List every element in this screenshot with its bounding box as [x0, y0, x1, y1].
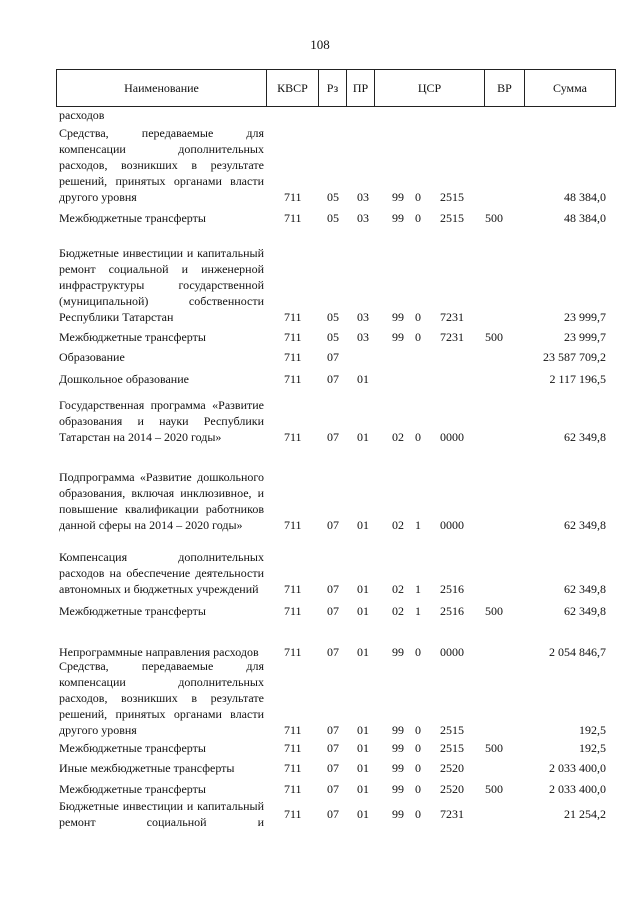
page-number: 108: [310, 37, 330, 52]
row-rz: 07: [327, 782, 339, 796]
row-name: Бюджетные инвестиции и капитальный ремонт социальной и: [59, 799, 264, 829]
row-c3: 2515: [440, 741, 464, 755]
row-kvsr: 711: [284, 582, 302, 596]
row-c3: 2516: [440, 604, 464, 618]
table-row: [56, 229, 616, 325]
row-c1: 02: [392, 604, 404, 618]
row-rz: 07: [327, 723, 339, 737]
row-c2: 0: [415, 330, 421, 344]
row-pr: 03: [357, 330, 369, 344]
row-pr: 03: [357, 211, 369, 225]
row-c1: 99: [392, 645, 404, 659]
row-name: Иные межбюджетные трансферты: [59, 761, 235, 775]
row-sum: 48 384,0: [564, 190, 606, 204]
row-sum: 62 349,8: [564, 518, 606, 532]
row-c2: 0: [415, 723, 421, 737]
row-kvsr: 711: [284, 604, 302, 618]
row-sum: 62 349,8: [564, 582, 606, 596]
row-c1: 99: [392, 723, 404, 737]
row-pr: 01: [357, 582, 369, 596]
row-pr: 01: [357, 761, 369, 775]
row-name: Межбюджетные трансферты: [59, 211, 206, 225]
table-row: [56, 367, 616, 387]
row-c1: 99: [392, 807, 404, 821]
row-c2: 0: [415, 741, 421, 755]
row-c3: 2515: [440, 211, 464, 225]
row-rz: 05: [327, 190, 339, 204]
row-c2: 1: [415, 604, 421, 618]
row-kvsr: 711: [284, 430, 302, 444]
row-kvsr: 711: [284, 761, 302, 775]
row-c1: 02: [392, 518, 404, 532]
row-c3: 0000: [440, 518, 464, 532]
row-rz: 07: [327, 582, 339, 596]
row-rz: 07: [327, 741, 339, 755]
row-pr: 01: [357, 645, 369, 659]
row-c1: 99: [392, 741, 404, 755]
row-rz: 07: [327, 350, 339, 364]
table-row: [56, 533, 616, 597]
row-rz: 07: [327, 430, 339, 444]
row-pr: 01: [357, 723, 369, 737]
table-row: [56, 125, 616, 205]
row-sum: 62 349,8: [564, 430, 606, 444]
row-c1: 02: [392, 582, 404, 596]
row-c2: 1: [415, 518, 421, 532]
continuation-text: расходов: [59, 108, 105, 122]
row-name: Межбюджетные трансферты: [59, 604, 206, 618]
row-sum: 2 117 196,5: [549, 372, 606, 386]
header-sum: Сумма: [553, 81, 587, 95]
row-sum: 192,5: [579, 741, 606, 755]
row-c2: 0: [415, 645, 421, 659]
row-vr: 500: [485, 211, 503, 225]
row-kvsr: 711: [284, 190, 302, 204]
row-pr: 01: [357, 372, 369, 386]
row-sum: 2 033 400,0: [549, 782, 606, 796]
table-row: [56, 620, 616, 660]
row-pr: 01: [357, 430, 369, 444]
row-rz: 05: [327, 211, 339, 225]
table-row: [56, 345, 616, 365]
row-c2: 1: [415, 582, 421, 596]
table-row: [56, 658, 616, 738]
row-kvsr: 711: [284, 741, 302, 755]
row-name: Образование: [59, 350, 125, 364]
row-pr: 01: [357, 604, 369, 618]
row-c3: 7231: [440, 807, 464, 821]
row-c1: 99: [392, 190, 404, 204]
row-c2: 0: [415, 211, 421, 225]
row-rz: 05: [327, 330, 339, 344]
table-row: [56, 777, 616, 797]
table-row: [56, 206, 616, 226]
row-kvsr: 711: [284, 211, 302, 225]
table-row: [56, 736, 616, 756]
row-sum: 62 349,8: [564, 604, 606, 618]
row-sum: 192,5: [579, 723, 606, 737]
row-kvsr: 711: [284, 782, 302, 796]
row-c1: 99: [392, 211, 404, 225]
row-name: Средства, передаваемые для компенсации дополнительных расходов, возникших в результате решений, принятых органами власти другого уровня: [59, 126, 264, 204]
table-row: [56, 798, 616, 832]
row-sum: 23 999,7: [564, 310, 606, 324]
row-kvsr: 711: [284, 372, 302, 386]
table-row: [56, 453, 616, 533]
row-name: Межбюджетные трансферты: [59, 741, 206, 755]
row-name: Компенсация дополнительных расходов на обеспечение деятельности автономных и бюджетных учреждений: [59, 550, 264, 596]
row-pr: 03: [357, 310, 369, 324]
row-c3: 2515: [440, 190, 464, 204]
row-c3: 0000: [440, 430, 464, 444]
row-c2: 0: [415, 761, 421, 775]
row-c2: 0: [415, 190, 421, 204]
row-name: Подпрограмма «Развитие дошкольного образования, включая инклюзивное, и повышение квалификации работников данной сферы на 2014 – 2020 годы»: [59, 470, 264, 532]
row-vr: 500: [485, 330, 503, 344]
row-rz: 07: [327, 645, 339, 659]
table-row: [56, 599, 616, 619]
row-sum: 23 999,7: [564, 330, 606, 344]
row-name: Межбюджетные трансферты: [59, 782, 206, 796]
row-c3: 0000: [440, 645, 464, 659]
table-row: [56, 756, 616, 776]
row-name: Государственная программа «Развитие образования и науки Республики Татарстан на 2014 – 2020 годы»: [59, 398, 264, 444]
row-c1: 99: [392, 310, 404, 324]
row-kvsr: 711: [284, 723, 302, 737]
row-sum: 48 384,0: [564, 211, 606, 225]
row-name: Бюджетные инвестиции и капитальный ремонт социальной и инженерной инфраструктуры государственной (муниципальной) собственности Республики Татарстан: [59, 246, 264, 324]
row-rz: 05: [327, 310, 339, 324]
row-c1: 02: [392, 430, 404, 444]
row-c1: 99: [392, 330, 404, 344]
table-header: [56, 69, 616, 107]
row-pr: 01: [357, 741, 369, 755]
table-row: [56, 325, 616, 345]
row-pr: 01: [357, 807, 369, 821]
row-vr: 500: [485, 604, 503, 618]
row-c3: 2515: [440, 723, 464, 737]
row-c1: 99: [392, 782, 404, 796]
row-sum: 21 254,2: [564, 807, 606, 821]
header-pr: ПР: [347, 70, 375, 106]
row-c2: 0: [415, 310, 421, 324]
header-csr: ЦСР: [375, 70, 485, 106]
row-name: Средства, передаваемые для компенсации дополнительных расходов, возникших в результате решений, принятых органами власти другого уровня: [59, 659, 264, 737]
row-pr: 01: [357, 782, 369, 796]
row-kvsr: 711: [284, 330, 302, 344]
row-c3: 2520: [440, 782, 464, 796]
row-rz: 07: [327, 372, 339, 386]
header-kvsr: КВСР: [267, 70, 319, 106]
row-kvsr: 711: [284, 350, 302, 364]
row-kvsr: 711: [284, 518, 302, 532]
row-name: Межбюджетные трансферты: [59, 330, 206, 344]
row-rz: 07: [327, 807, 339, 821]
row-pr: 01: [357, 518, 369, 532]
header-name: Наименование: [57, 70, 267, 106]
row-vr: 500: [485, 782, 503, 796]
row-kvsr: 711: [284, 645, 302, 659]
row-name: Непрограммные направления расходов: [59, 645, 259, 659]
row-c2: 0: [415, 782, 421, 796]
row-c3: 2520: [440, 761, 464, 775]
row-rz: 07: [327, 761, 339, 775]
row-c3: 2516: [440, 582, 464, 596]
row-sum: 2 033 400,0: [549, 761, 606, 775]
header-vr: ВР: [485, 70, 525, 106]
row-sum: 23 587 709,2: [543, 350, 606, 364]
row-c3: 7231: [440, 310, 464, 324]
row-rz: 07: [327, 604, 339, 618]
row-name: Дошкольное образование: [59, 372, 189, 386]
row-pr: 03: [357, 190, 369, 204]
row-c1: 99: [392, 761, 404, 775]
row-rz: 07: [327, 518, 339, 532]
row-c2: 0: [415, 807, 421, 821]
row-c3: 7231: [440, 330, 464, 344]
row-c2: 0: [415, 430, 421, 444]
table-row: [56, 389, 616, 445]
row-vr: 500: [485, 741, 503, 755]
row-kvsr: 711: [284, 807, 302, 821]
row-kvsr: 711: [284, 310, 302, 324]
row-sum: 2 054 846,7: [549, 645, 606, 659]
header-rz: Рз: [319, 70, 347, 106]
